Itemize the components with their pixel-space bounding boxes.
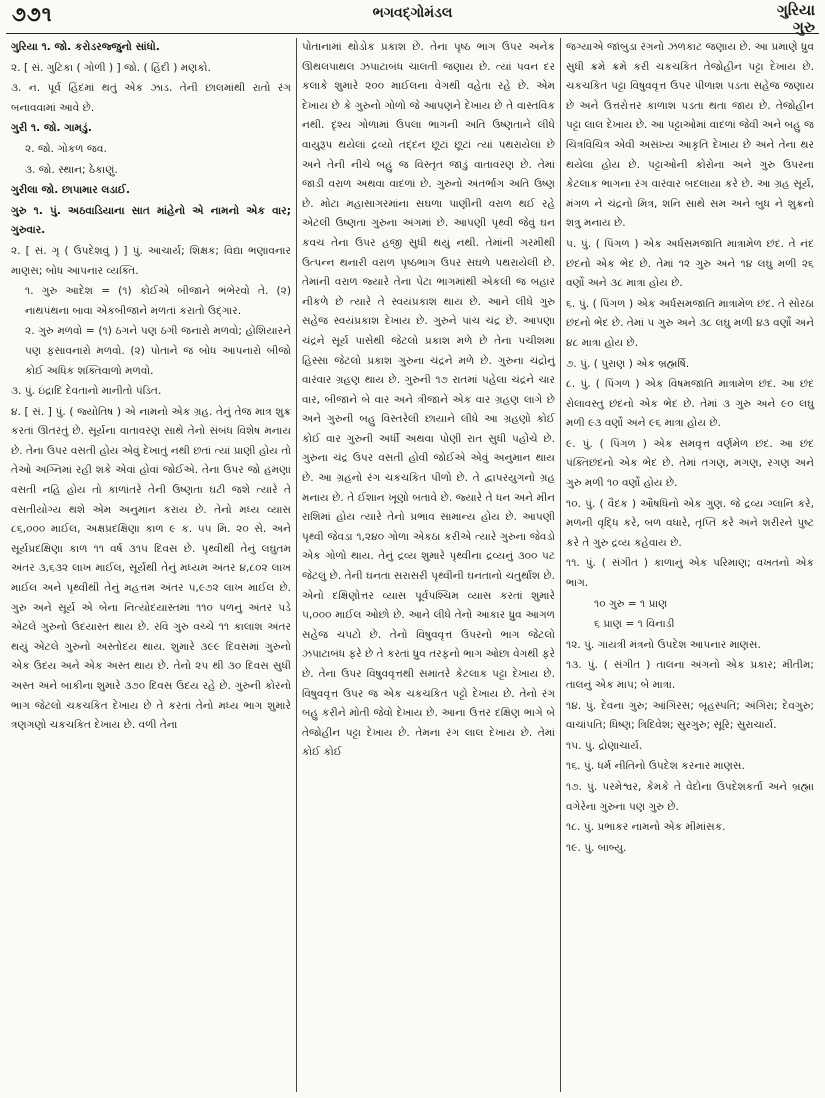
column-1 xyxy=(6,38,296,1092)
page-number: ૭૭૧ xyxy=(12,2,53,26)
dictionary-paragraph: ૨. [ સં. ગૃ ( ઉપદેશવું ) ] પું. આચાર્ય; શિક્ષક; વિદ્યા ભણાવનાર માણસ; બોધ આપનાર વ્યક્તિ. xyxy=(11,244,291,277)
dictionary-paragraph: ૩. જો. સ્થાન; ઠેકાણું. xyxy=(25,163,118,176)
dictionary-paragraph: ૧૫. પું. દ્રોણાચાર્ય. xyxy=(566,739,643,752)
running-head-first-word: ગુરિયા xyxy=(776,1,815,19)
dictionary-paragraph: ૧૦ ગુરુ = ૧ પ્રાણ xyxy=(594,597,668,610)
dictionary-paragraph: ૬ પ્રાણ = ૧ વિનાડી xyxy=(594,618,675,631)
text-columns xyxy=(6,38,819,1092)
dictionary-paragraph: ૨. જો. ગોકળ જવ. xyxy=(25,142,107,155)
dictionary-paragraph: ૧. ગુરુ આદેશ = (૧) કોઈએ બીજાને ભંભેરવો તે. (૨) નાથપંથના બાવા એકબીજાને મળતાં કરાતો ઉદ્ગાર. xyxy=(25,285,291,317)
running-head-last-word: ગુરુ xyxy=(793,18,815,36)
dictionary-paragraph: ૬. પું. ( પિંગળ ) એક અર્ધસમજાતિ માત્રામેળ છંદ. તે સોરઠા છંદનો ભેદ છે. તેમાં ૫ ગુરુ અને ૩૮ લઘુ મળી ૪૩ વર્ણો અને ૪૮ માત્રા હોય છે. xyxy=(566,297,814,349)
dictionary-paragraph: ગુરુ ૧. પું. અઠવાડિયાના સાત માંહેનો એ નામનો એક વાર; ગુરુવાર. xyxy=(11,204,291,237)
dictionary-paragraph: ૮. પું. ( પિંગળ ) એક વિષમજાતિ માત્રામેળ છંદ. આ છંદ રોલાવસ્તુ છંદનો એક ભેદ છે. તેમાં ૩ ગુરુ અને ૯૦ લઘુ મળી ૯૩ વર્ણો અને ૯૬ માત્રા હોય છે. xyxy=(566,378,814,430)
dictionary-paragraph: ૧૬. પું. ધર્મ નીતિનો ઉપદેશ કરનાર માણસ. xyxy=(566,760,745,773)
dictionary-paragraph: ૨. [ સં. ગુટિકા ( ગોળી ) ] જો. ( હિંદી ) મણકો. xyxy=(11,61,211,74)
dictionary-paragraph: ૭. પું. ( પુરાણ ) એક બ્રહ્મર્ષિ. xyxy=(566,357,690,370)
column-3 xyxy=(560,38,819,1092)
page-header xyxy=(0,0,825,34)
dictionary-paragraph: ૧૧. પું. ( સંગીત ) કાળાનું એક પરિમાણ; વખતનો એક ભાગ. xyxy=(566,557,814,590)
dictionary-paragraph: ૫. પું. ( પિંગળ ) એક અર્ધસમજાતિ માત્રામેળ છંદ. તે નંદ છંદનો એક ભેદ છે. તેમાં ૧૨ ગુરુ અને ૧૪ લઘુ મળી ૨૬ વર્ણો અને ૩૮ માત્રા હોય છે. xyxy=(566,237,814,290)
dictionary-paragraph: ૧૭. પું. પરમેશ્વર, કેમકે તે વેદોના ઉપદેશકર્તા અને બ્રહ્મા વગેરેના ગુરુના પણ ગુરુ છે. xyxy=(566,780,814,813)
dictionary-paragraph: ૩. ન. પૂર્વ હિંદમાં થતું એક ઝાડ. તેની છાલમાંથી રાતો રંગ બનાવવામાં આવે છે. xyxy=(11,82,291,114)
dictionary-paragraph: ગુરી ૧. જો. ગામડું. xyxy=(11,122,92,135)
dictionary-paragraph: ૧૦. પું. ( વૈદક ) ઔષધિનો એક ગુણ. જે દ્રવ્ય ગ્લાનિ કરે, મળની વૃદ્ધિ કરે, બળ વધારે, તૃપ્તિ કરે અને શરીરને પુષ્ટ કરે તે ગુરુ દ્રવ્ય કહેવાય છે. xyxy=(566,497,814,549)
dictionary-paragraph: ૧૩. પું. ( સંગીત ) તાલના અંગનો એક પ્રકાર; મીતીમ; તાલનું એક માપ; બે માત્રા. xyxy=(566,659,814,691)
dictionary-paragraph: ગુરીલા જો. છાપામાર લડાઈ. xyxy=(11,184,131,197)
dictionary-paragraph: ૯. પું. ( પિંગળ ) એક સમવૃત્ત વર્ણમેળ છંદ. આ છંદ પંક્તિછંદનો એક ભેદ છે. તેમાં તગણ, મગણ, રગણ અને ગુરુ મળી ૧૦ વર્ણો હોય છે. xyxy=(566,437,814,490)
dictionary-paragraph: ૩. પું. ઇંદ્રાદિ દેવતાનો માનીતો પંડિત. xyxy=(11,385,162,398)
dictionary-paragraph: ગુરિયા ૧. જો. કરોડરજ્જુનો સાંધો. xyxy=(11,41,160,53)
dictionary-paragraph: ૨. ગુરુ મળવો = (૧) ઠગને પણ ઠગી જનારો મળવો; હોશિયારને પણ ફસાવનારો મળવો. (૨) પોતાને જ બોધ આપનારો બીજો કોઈ અધિક શક્તિવાળો મળવો. xyxy=(25,325,291,377)
header-rule xyxy=(6,33,819,34)
dictionary-paragraph: ૧૨. પું. ગાયત્રી મંત્રનો ઉપદેશ આપનાર માણસ. xyxy=(566,638,761,651)
column-2 xyxy=(296,38,560,1092)
book-title: ભગવદ્‍ગોમંડલ xyxy=(372,5,453,21)
running-head xyxy=(777,2,815,36)
dictionary-paragraph: જગ્યાએ જાંબુડા રંગનો ઝળકાટ જણાય છે. આ પ્રમાણે ધ્રુવ સુધી ક્રમે ક્રમે કરી ચકચકિત તેજોહીન પટ્ટા દેખાય છે. ચકચકિત પટ્ટા વિષુવવૃત્ત ઉપર પીળાશ પડતા સહેજ જણાય છે અને ઉત્તરોત્તર કાળાશ પડતા થતા જાય છે. તેજોહીન પટ્ટા લાલ દેખાય છે. આ પટ્ટાઓમાં વાદળાં જેવી અને બહુ જ ચિત્રવિચિત્ર એવી અસંખ્ય આકૃતિ દેખાય છે અને તેના થર થયેલા હોય છે. પટ્ટાઓની કોરોના અને ગુરુ ઉપરના કેટલાક ભાગના રંગ વારંવાર બદલાયા કરે છે. આ ગ્રહ સૂર્ય, મંગળ ને ચંદ્રનો મિત્ર, શનિ સાથે સમ અને બુધ ને શુક્રનો શત્રુ મનાય છે. xyxy=(566,41,814,230)
dictionary-paragraph: ૪. [ સં. ] પું. ( જ્યોતિષ ) એ નામનો એક ગ્રહ. તેનું તેજ માત્ર શુક્ર કરતાં ઊતરતું છે. સૂર્યના વાતાવરણ સાથે તેનો સંબંધ વિશેષ મનાય છે. તેના ઉપર વસતી હોય એવું દેખાતું નથી છતાં ત્યાં પ્રાણી હોય તો તેઓ અગ્નિમાં રહી શકે એવાં હોવાં જોઈએ. તેના ઉપર જો હમણાં વસતી નહિ હોય તો કાળાંતરે તેની ઉષ્ણતા ઘટી જશે ત્યારે તે વસતીયોગ્ય થશે એમ અનુમાન કરાય છે. તેનો મધ્ય વ્યાસ ૮૬,૦૦૦ માઈલ, અક્ષપ્રદક્ષિણા કાળ ૯ ક. ૫૫ મિ. ૨૦ સે. અને સૂર્યપ્રદક્ષિણા કાળ ૧૧ વર્ષ ૩૧૫ દિવસ છે. પૃથ્વીથી તેનું લઘુતમ અંતર ૩,૬૩૨ લાખ માઈલ, સૂર્યથી તેનું મધ્યમ અંતર ૪,૮૦૨ લાખ માઈલ અને પૃથ્વીથી તેનું મહત્તમ અંતર ૫,૯૭૨ લાખ માઈલ છે. ગુરુ અને સૂર્ય એ બેના નિત્યોદયાસ્તમાં ૧૧૦ પળનું અંતર પડે એટલે ગુરુનો ઉદયાસ્ત થાય છે. રવિ ગુરુ વચ્ચે ૧૧ કાલાંશ અંતર થયું એટલે ગુરુનો અસ્તોદય થાય. શુમારે ૩૯૯ દિવસમાં ગુરુનો એક ઉદય અને એક અસ્ત થાય છે. તેનો ૨૫ થી ૩૦ દિવસ સુધી અસ્ત અને બાકીના શુમારે ૩૭૦ દિવસ ઉદય રહે છે. ગુરુની કોરનો ભાગ જેટલો ચકચકિત દેખાય છે તે કરતાં તેનો મધ્ય ભાગ શુમારે ત્રણગણો ચકચકિત દેખાય છે. વળી તેના xyxy=(11,405,291,732)
dictionary-paragraph: ૧૯. પું. બાબ્યુ. xyxy=(566,841,627,854)
dictionary-paragraph: ૧૮. પું. પ્રભાકર નામનો એક મીમાંસક. xyxy=(566,821,726,834)
dictionary-paragraph: ૧૪. પું. દેવના ગુરુ; આંગિરસ; બૃહસ્પતિ; અંગિરા; દેવગુરુ; વાચાંપતિ; ધિષ્ણ; ત્રિદિવેશ; સુરગુરુ; સૂરિ; સુરાચાર્ય. xyxy=(566,699,814,732)
dictionary-paragraph: પોતાનામાં થોડોક પ્રકાશ છે. તેના પૃષ્ઠ ભાગ ઉપર અનેક ઊથલપાથલ ઝપાટાબંધ ચાલતી જણાય છે. ત્યાં પવન દર કલાકે શુમારે ૨૦૦ માઈલના વેગથી વહેતા રહે છે. એમ દેખાય છે કે ગુરુનો ગોળો જે આપણને દેખાય છે તે વાસ્તવિક નથી. દૃશ્ય ગોળામાં ઉપલા ભાગની અતિ ઉષ્ણતાને લીધે વાયુરૂપ થયેલાં દ્રવ્યો તદ્દન છૂટાં છૂટાં ત્યાં પથરાયેલાં છે અને તેની નીચે બહુ જ વિસ્તૃત જાડું વાતાવરણ છે. તેમાં જાડી વરાળ અથવા વાદળાં છે. ગુરુનો અંતર્ભાગ અતિ ઉષ્ણ છે. મોટા મહાસાગરમાંના સઘળા પાણીની વરાળ થઈ રહે એટલી ઉષ્ણતા ગુરુના અંગમાં છે. આપણી પૃથ્વી જેવું ઘન કવચ તેના ઉપર હજી સુધી થયું નથી. તેમાંની ગરમીથી ઉત્પન્ન થનારી વરાળ પૃષ્ઠભાગ ઉપર સઘળે પથરાયેલી છે. તેમાંની વરાળ જ્યારે તેના પેટા ભાગમાંથી એકલી જ બહાર નીકળે છે ત્યારે તે સ્વયંપ્રકાશ થાય છે. આને લીધે ગુરુ સહેજ સ્વયંપ્રકાશ દેખાય છે. ગુરુને પાંચ ચંદ્ર છે. આપણા ચંદ્રને સૂર્ય પાસેથી જેટલો પ્રકાશ મળે છે તેના પચીશમા હિસ્સા જેટલો પ્રકાશ ગુરુના ચંદ્રને મળે છે. ગુરુના ચંદ્રોનું વારંવાર ગ્રહણ થાય છે. ગુરુની ૧૭ રાતમાં પહેલા ચંદ્રને ચાર વાર, બીજાને બે વાર અને ત્રીજાને એક વાર ગ્રહણ લાગે છે અને ગુરુની બહુ વિસ્તરેલી છાયાને લીધે આ ગ્રહણો કોઈ કોઈ વાર ગુરુની અર્ધી અથવા પોણી રાત સુધી પહોંચે છે. ગુરુના ચંદ્ર ઉપર વસતી હોવી જોઈએ એવું અનુમાન થાય છે. આ ગ્રહનો રંગ ચકચકિત પીળો છે. તે દ્વાપરયુગનો ગ્રહ મનાય છે. તે ઈશાન ખૂણો બતાવે છે. જ્યારે તે ધન અને મીન રાશિમાં હોય ત્યારે તેનો પ્રભાવ સામાન્ય હોય છે. આપણી પૃથ્વી જેવડા ૧,૨૪૦ ગોળા એકઠા કરીએ ત્યારે ગુરુના જેવડો એક ગોળો થાય. તેનું દ્રવ્ય શુમારે પૃથ્વીના દ્રવ્યનું ૩૦૦ પટ જેટલું છે. તેની ઘનતા સરાસરી પૃથ્વીની ઘનતાનો ચતુર્થાંશ છે. એનો દક્ષિણોત્તર વ્યાસ પૂર્વપશ્ચિમ વ્યાસ કરતાં શુમારે ૫,૦૦૦ માઈલ ઓછો છે. આને લીધે તેનો આકાર ધ્રુવ આગળ સહેજ ચપટો છે. તેનો વિષુવવૃત્ત ઉપરનો ભાગ જેટલો ઝપાટાબંધ ફરે છે તે કરતાં ધ્રુવ તરફનો ભાગ ઓછા વેગથી ફરે છે. તેના ઉપર વિષુવવૃત્તથી સમાંતરે કેટલાક પટ્ટા દેખાય છે. વિષુવવૃત્ત ઉપર જ એક ચકચકિત પટ્ટો દેખાય છે. તેનો રંગ બહુ કરીને મોતી જેવો દેખાય છે. આના ઉત્તર દક્ષિણ ભાગે બે તેજોહીન પટ્ટા દેખાય છે. તેમના રંગ લાલ દેખાય છે. તેમાં કોઈ કોઈ xyxy=(302,41,555,759)
